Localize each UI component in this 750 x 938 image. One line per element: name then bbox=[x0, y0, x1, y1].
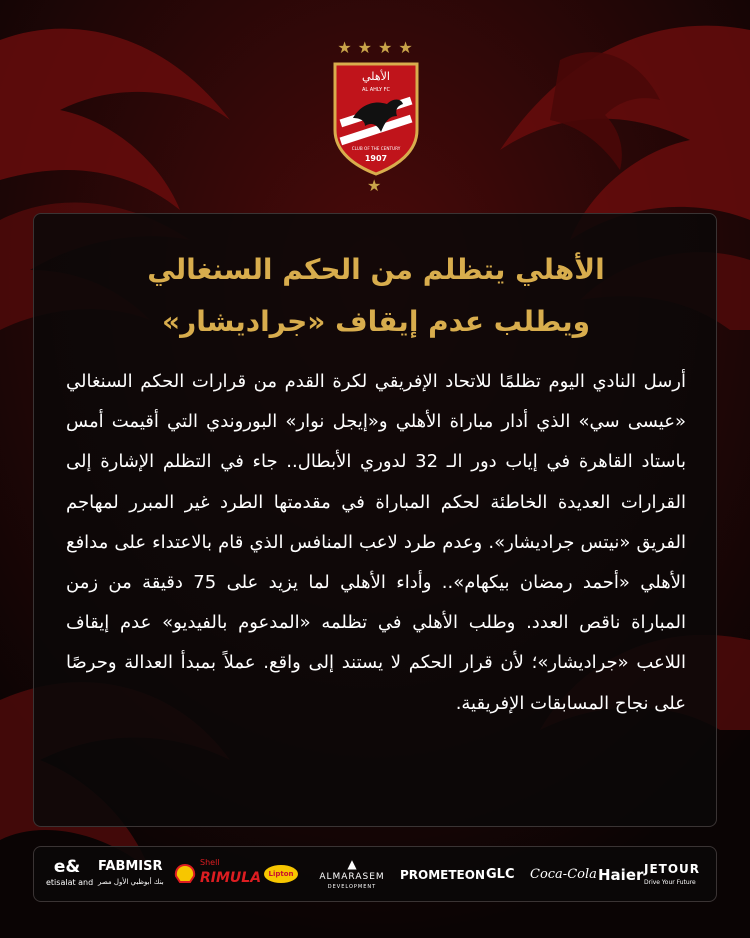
prometeon-logo bbox=[400, 857, 486, 893]
jetour-label: JETOUR bbox=[644, 862, 701, 876]
fabmisr-sub: بنك أبوظبي الأول مصر bbox=[98, 878, 164, 886]
jetour-logo bbox=[644, 857, 708, 893]
rimula-label: RIMULA bbox=[200, 870, 262, 886]
crest-arabic-name: الأهلي bbox=[362, 70, 390, 83]
almarasem-mark: ▲ bbox=[347, 857, 357, 871]
fabmisr-logo bbox=[98, 857, 166, 893]
glc-label: GLC bbox=[486, 867, 515, 882]
statement-panel bbox=[33, 213, 717, 827]
club-crest-logo bbox=[331, 60, 421, 176]
star-icon: ★ bbox=[337, 38, 352, 57]
star-icon: ★ bbox=[398, 38, 413, 57]
haier-label: Haier bbox=[598, 866, 644, 884]
cocacola-label: Coca-Cola bbox=[530, 867, 597, 882]
jetour-sub: Drive Your Future bbox=[644, 879, 696, 886]
fabmisr-label: FABMISR bbox=[98, 859, 163, 874]
headline-line-2: ويطلب عدم إيقاف «جراديشار» bbox=[161, 305, 590, 338]
sponsor-bar bbox=[33, 846, 717, 902]
star-icon: ★ bbox=[367, 176, 382, 195]
cocacola-logo bbox=[530, 857, 597, 893]
haier-logo bbox=[598, 857, 644, 893]
almarasem-label: ALMARASEM bbox=[319, 872, 385, 882]
crest-tagline: CLUB OF THE CENTURY bbox=[351, 146, 401, 151]
lipton-logo bbox=[264, 857, 298, 893]
glc-logo bbox=[486, 857, 526, 893]
star-icon: ★ bbox=[378, 38, 393, 57]
crest-club-name: AL AHLY FC bbox=[361, 87, 391, 93]
headline-line-1: الأهلي يتظلم من الحكم السنغالي bbox=[147, 253, 605, 286]
crest-year: 1907 bbox=[364, 154, 388, 163]
almarasem-sub: DEVELOPMENT bbox=[327, 884, 377, 890]
headline bbox=[34, 244, 718, 348]
crest-stars-top bbox=[0, 38, 750, 57]
star-icon: ★ bbox=[357, 38, 372, 57]
lipton-label: Lipton bbox=[264, 865, 298, 883]
shell-label: Shell bbox=[200, 858, 220, 867]
statement-body: أرسل النادي اليوم تظلمًا للاتحاد الإفريقي لكرة القدم من قرارات الحكم السنغالي «عيسى سي» الذي أدار مباراة الأهلي و«إيجل نوار» البوروندي التي أقيمت أمس باستاد القاهرة في إياب دور الـ 32 لدوري الأبطال.. جاء في التظلم الإشارة إلى القرارات العديدة الخاطئة لحكم المباراة في مقدمتها الطرد غير المبرر لمهاجم الفريق «نيتس جراديشار». وعدم طرد لاعب المنافس الذي قام بالاعتداء على مدافع الأهلي «أحمد رمضان بيكهام».. وأداء الأهلي لما يزيد على 75 دقيقة من زمن المباراة ناقص العدد. وطلب الأهلي في تظلمه «المدعوم بالفيديو» عدم إيقاف اللاعب «جراديشار»؛ لأن قرار الحكم لا يستند إلى واقع. عملاً بمبدأ العدالة وحرصًا على نجاح المسابقات الإفريقية. bbox=[66, 371, 686, 714]
shell-rimula-logo bbox=[200, 857, 260, 893]
shell-icon bbox=[174, 857, 196, 893]
prometeon-label: PROMETEON bbox=[400, 868, 486, 882]
etisalat-mark: e& bbox=[53, 857, 81, 877]
etisalat-logo bbox=[46, 857, 94, 893]
almarasem-logo bbox=[312, 857, 392, 893]
etisalat-label: etisalat and bbox=[46, 878, 94, 887]
